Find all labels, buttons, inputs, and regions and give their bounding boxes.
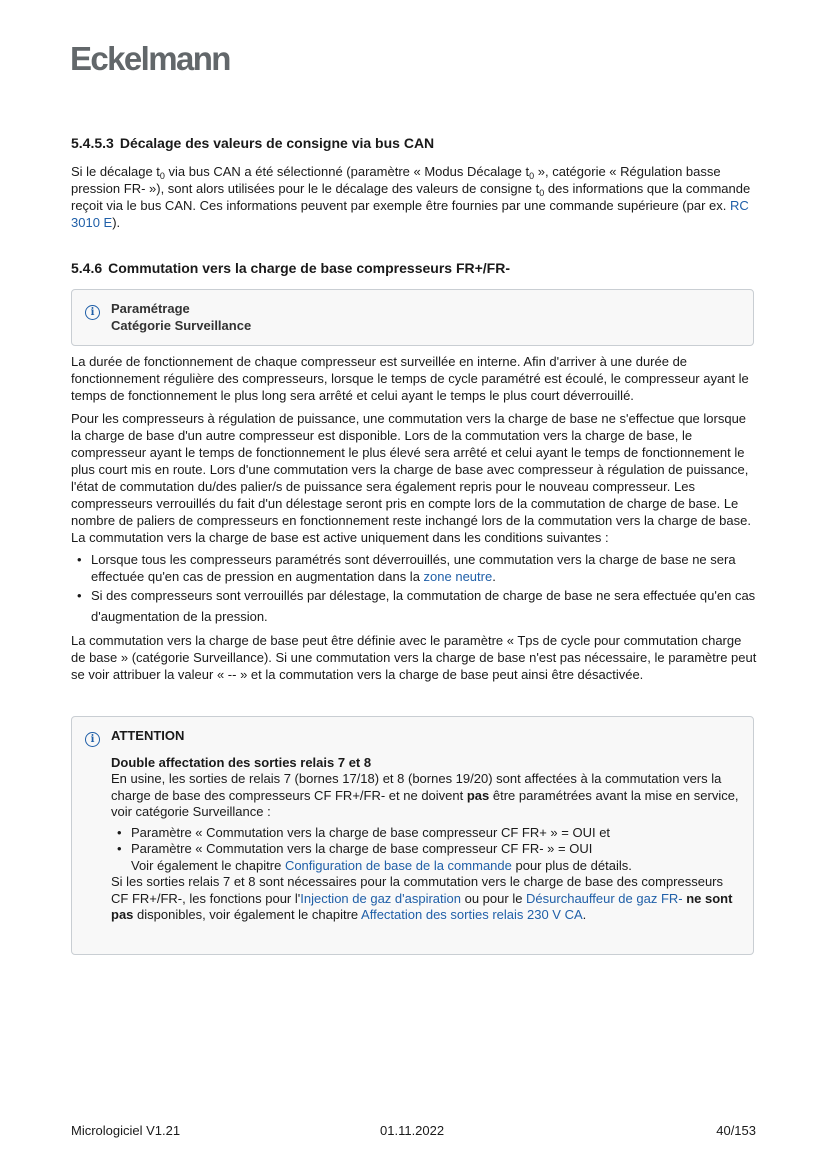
list-item: • Paramètre « Commutation vers la charge de base compresseur CF FR+ » = OUI et [111,825,743,842]
paragraph-cycle-time: La commutation vers la charge de base peut être définie avec le paramètre « Tps de cycle pour commutation charge de base » (catégorie Surveillance). Si une commutation vers la charge de base n'est pas nécessaire, le paramètre peut se voir attribuer la valeur « -- » et la commutation vers la charge de base peut ainsi être désactivée. [71,633,757,682]
list-item: • Paramètre « Commutation vers la charge de base compresseur CF FR- » = OUI Voir également le chapitre Configuration de base de la commande pour plus de détails. [111,841,743,874]
body-text [71,353,757,683]
link-rc-3010-e[interactable]: RC 3010 E [71,198,749,230]
attention-box: i ATTENTION Double affectation des sorties relais 7 et 8 En usine, les sorties de relais 7 (bornes 17/18) et 8 (bornes 19/20) sont affectées à la commutation vers la charge de base des compresseurs CF FR+/FR- et ne doivent pas être paramétrées avant la mise en service, voir catégorie Surveillance : • Paramètre « Commutation vers la charge de base compresseur CF FR+ » = OUI et • Paramètre « Commutation vers la charge de base compresseur CF FR- » = OUI Voir également le chapitre Configuration de base de la commande pour plus de détails. Si les sorties relais 7 et 8 sont nécessaires pour la commutation vers le charge de base des compresseurs CF FR+/FR-, les fonctions pour l'Injection de gaz d'aspiration ou pour le Désurchauffeur de gaz FR- ne sont pas disponibles, voir également le chapitre Affectation des sorties relais 230 V CA. [71,716,754,955]
paragraph-capacity: Pour les compresseurs à régulation de puissance, une commutation vers la charge de base ne s'effectue que lorsque la charge de base d'un autre compresseur est disponible. Lors de la commutation vers la charge de base, le compresseur ayant le temps de fonctionnement le plus élevé sera arrêté et celui ayant le temps de fonctionnement le plus court mis en route. Lors d'une commutation vers la charge de base avec compresseur à régulation de puissance, l'état de commutation du/des palier/s de puissance sera également repris pour le nouveau compresseur. Les compresseurs verrouillés du fait d'un délestage seront pris en compte lors de la commutation de charge de base. Le nombre de paliers de compresseurs en fonctionnement reste inchangé lors de la commutation vers la charge de base. La commutation vers la charge de base est active uniquement dans les conditions suivantes : [71,411,751,545]
list-item: • Lorsque tous les compresseurs paramétrés sont déverrouillés, une commutation vers la charge de base ne sera effectuée qu'en cas de pression en augmentation dans la zone neutre. [71,551,757,585]
can-offset-paragraph: Si le décalage $t_0$ via bus CAN a été sélectionné (paramètre « Modus Décalage $t_0$ », catégorie « Régulation basse pression FR- »), sont alors utilisées pour le le décalage des valeurs de consigne $t_0$ des informations que la commande reçoit via le bus CAN. Ces informations peuvent par exemple être fournies par une commande supérieure (par ex. RC 3010 E). [71,164,751,230]
section-title: Commutation vers la charge de base compresseurs FR+/FR- [108,260,510,276]
conditions-list [71,551,757,627]
link-affectation-relais[interactable]: Affectation des sorties relais 230 V CA [361,907,583,922]
section-title: Décalage des valeurs de consigne via bus CAN [119,135,435,151]
footer-page-number: 40/153 [716,1123,756,1138]
info-category: Catégorie Surveillance [111,317,252,333]
attention-title: ATTENTION [111,728,185,743]
info-title: Paramétrage [111,301,190,316]
attention-subtitle: Double affectation des sorties relais 7 et 8 [111,754,372,770]
list-item: • Si des compresseurs sont verrouillés par délestage, la commutation de charge de base ne sera effectuée qu'en cas d'augmentation de la pression. [71,585,757,627]
link-configuration-base[interactable]: Configuration de base de la commande [284,857,512,873]
attention-list [111,825,743,875]
footer-firmware: Micrologiciel V1.21 [71,1123,181,1138]
info-icon: i [85,305,100,320]
section-heading-5-4-5-3 [71,135,434,151]
section-heading-5-4-6 [71,260,510,276]
link-injection-gaz[interactable]: Injection de gaz d'aspiration [300,890,461,906]
link-zone-neutre[interactable]: zone neutre [423,569,493,584]
info-icon: i [85,732,100,747]
link-desurchauffeur[interactable]: Désurchauffeur de gaz FR- [526,890,683,906]
eckelmann-logo: Eckelmann [70,40,230,77]
paragraph-runtime: La durée de fonctionnement de chaque compresseur est surveillée en interne. Afin d'arriver à une durée de fonctionnement régulière des compresseurs, lorsque le temps de cycle paramétré est écoulé, le compresseur ayant le temps de fonctionnement le plus long sera arrêté et celui ayant le temps le plus court déverrouillé. [71,354,749,403]
footer-date: 01.11.2022 [380,1123,445,1138]
parametrage-info-box [71,289,754,346]
section-number: 5.4.6 [71,260,103,276]
section-number: 5.4.5.3 [71,135,114,151]
